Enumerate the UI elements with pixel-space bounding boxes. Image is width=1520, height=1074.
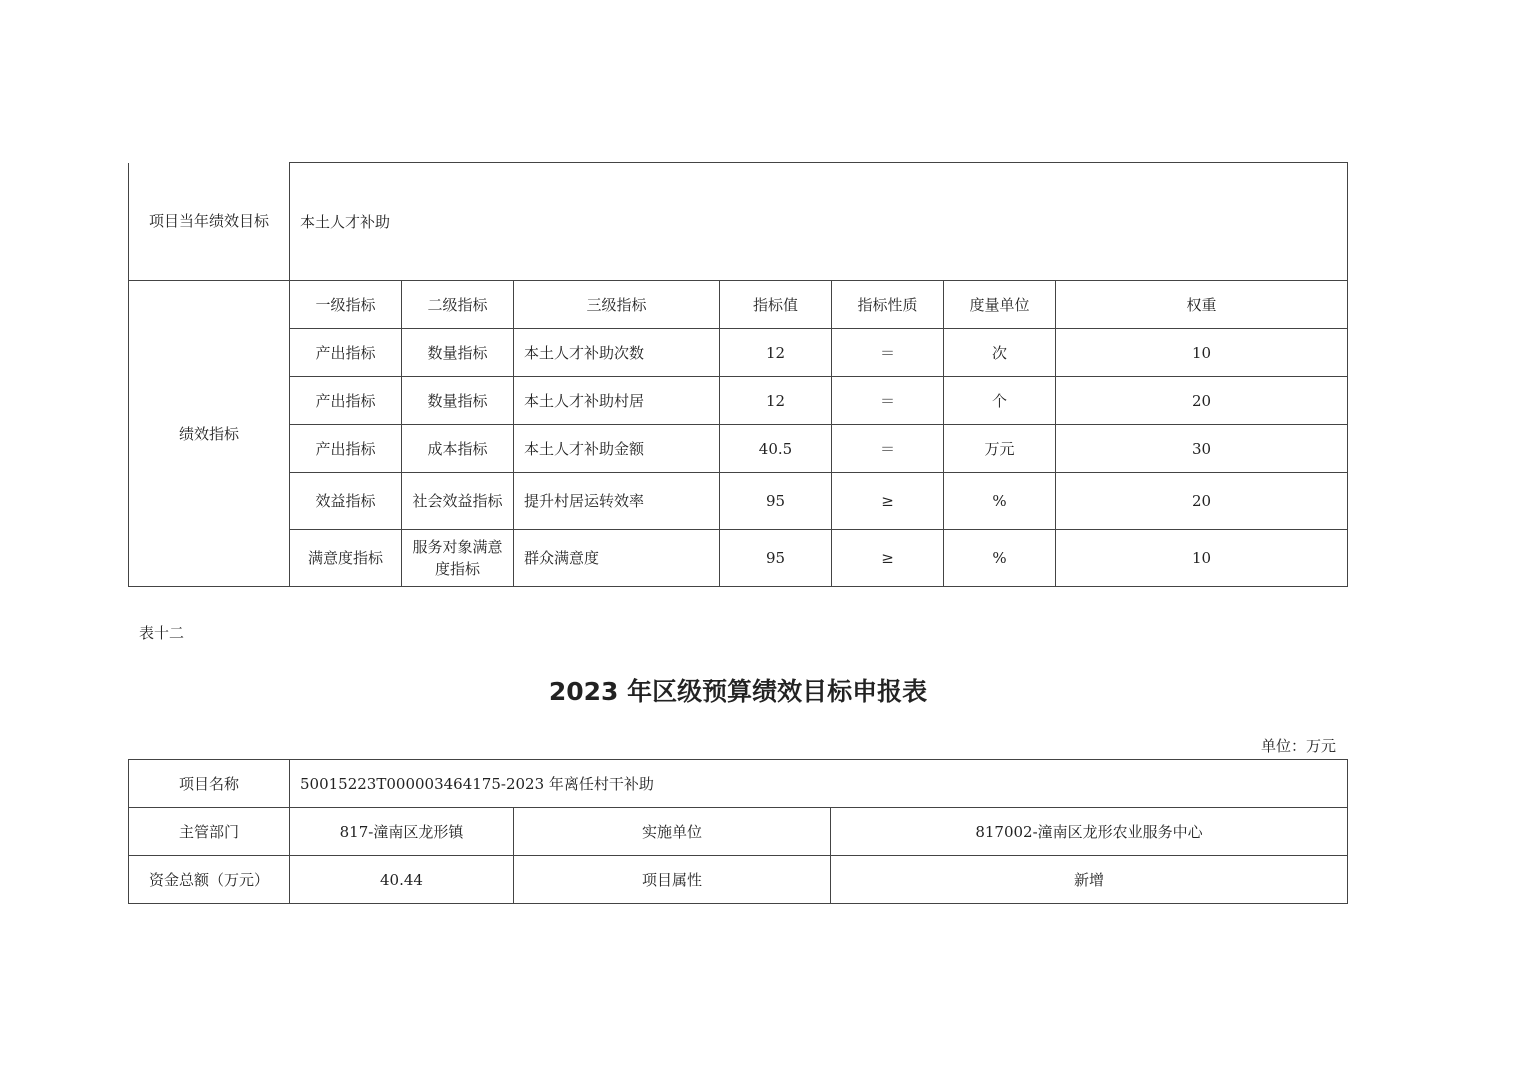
fund-label: 资金总额（万元） xyxy=(129,856,290,904)
project-name-label: 项目名称 xyxy=(129,760,290,808)
project-info-table xyxy=(128,759,1348,904)
cell-value: 12 xyxy=(720,329,832,377)
cell-level1: 产出指标 xyxy=(290,425,402,473)
cell-level2: 社会效益指标 xyxy=(402,473,514,530)
impl-value: 817002-潼南区龙形农业服务中心 xyxy=(831,808,1348,856)
header-value: 指标值 xyxy=(720,281,832,329)
cell-value: 95 xyxy=(720,530,832,587)
cell-unit: 次 xyxy=(944,329,1056,377)
cell-nature: ＝ xyxy=(832,377,944,425)
cell-weight: 20 xyxy=(1056,377,1348,425)
cell-level1: 产出指标 xyxy=(290,377,402,425)
header-nature: 指标性质 xyxy=(832,281,944,329)
table-row xyxy=(129,425,1348,473)
goal-text: 本土人才补助 xyxy=(290,163,1348,281)
cell-nature: ≥ xyxy=(832,530,944,587)
project-name-value: 50015223T000003464175-2023 年离任村干补助 xyxy=(290,760,1348,808)
fund-row xyxy=(129,856,1348,904)
table-row xyxy=(129,329,1348,377)
cell-level2: 成本指标 xyxy=(402,425,514,473)
attr-label: 项目属性 xyxy=(514,856,831,904)
cell-weight: 30 xyxy=(1056,425,1348,473)
cell-nature: ≥ xyxy=(832,473,944,530)
header-level1: 一级指标 xyxy=(290,281,402,329)
cell-level3: 本土人才补助次数 xyxy=(514,329,720,377)
indicator-label: 绩效指标 xyxy=(129,281,290,587)
cell-value: 12 xyxy=(720,377,832,425)
cell-value: 40.5 xyxy=(720,425,832,473)
header-weight: 权重 xyxy=(1056,281,1348,329)
attr-value: 新增 xyxy=(831,856,1348,904)
indicator-header-row xyxy=(129,281,1348,329)
cell-level2: 服务对象满意度指标 xyxy=(402,530,514,587)
performance-indicator-table xyxy=(128,162,1348,587)
table-row xyxy=(129,530,1348,587)
goal-label: 项目当年绩效目标 xyxy=(129,163,290,281)
cell-level1: 满意度指标 xyxy=(290,530,402,587)
cell-nature: ＝ xyxy=(832,329,944,377)
cell-level3: 本土人才补助金额 xyxy=(514,425,720,473)
cell-level3: 群众满意度 xyxy=(514,530,720,587)
cell-unit: 个 xyxy=(944,377,1056,425)
table-caption: 表十二 xyxy=(139,624,185,642)
dept-label: 主管部门 xyxy=(129,808,290,856)
department-row xyxy=(129,808,1348,856)
cell-value: 95 xyxy=(720,473,832,530)
cell-unit: % xyxy=(944,530,1056,587)
fund-value: 40.44 xyxy=(290,856,514,904)
cell-weight: 10 xyxy=(1056,530,1348,587)
project-name-row xyxy=(129,760,1348,808)
header-level3: 三级指标 xyxy=(514,281,720,329)
dept-value: 817-潼南区龙形镇 xyxy=(290,808,514,856)
cell-unit: 万元 xyxy=(944,425,1056,473)
header-level2: 二级指标 xyxy=(402,281,514,329)
table-row xyxy=(129,377,1348,425)
page-title: 2023 年区级预算绩效目标申报表 xyxy=(548,677,928,706)
cell-level3: 本土人才补助村居 xyxy=(514,377,720,425)
cell-level2: 数量指标 xyxy=(402,377,514,425)
cell-weight: 10 xyxy=(1056,329,1348,377)
impl-label: 实施单位 xyxy=(514,808,831,856)
cell-level3: 提升村居运转效率 xyxy=(514,473,720,530)
cell-unit: % xyxy=(944,473,1056,530)
cell-nature: ＝ xyxy=(832,425,944,473)
cell-level2: 数量指标 xyxy=(402,329,514,377)
cell-level1: 产出指标 xyxy=(290,329,402,377)
header-unit: 度量单位 xyxy=(944,281,1056,329)
cell-weight: 20 xyxy=(1056,473,1348,530)
table-row xyxy=(129,473,1348,530)
unit-label: 单位：万元 xyxy=(1260,737,1336,755)
cell-level1: 效益指标 xyxy=(290,473,402,530)
goal-row xyxy=(129,163,1348,281)
